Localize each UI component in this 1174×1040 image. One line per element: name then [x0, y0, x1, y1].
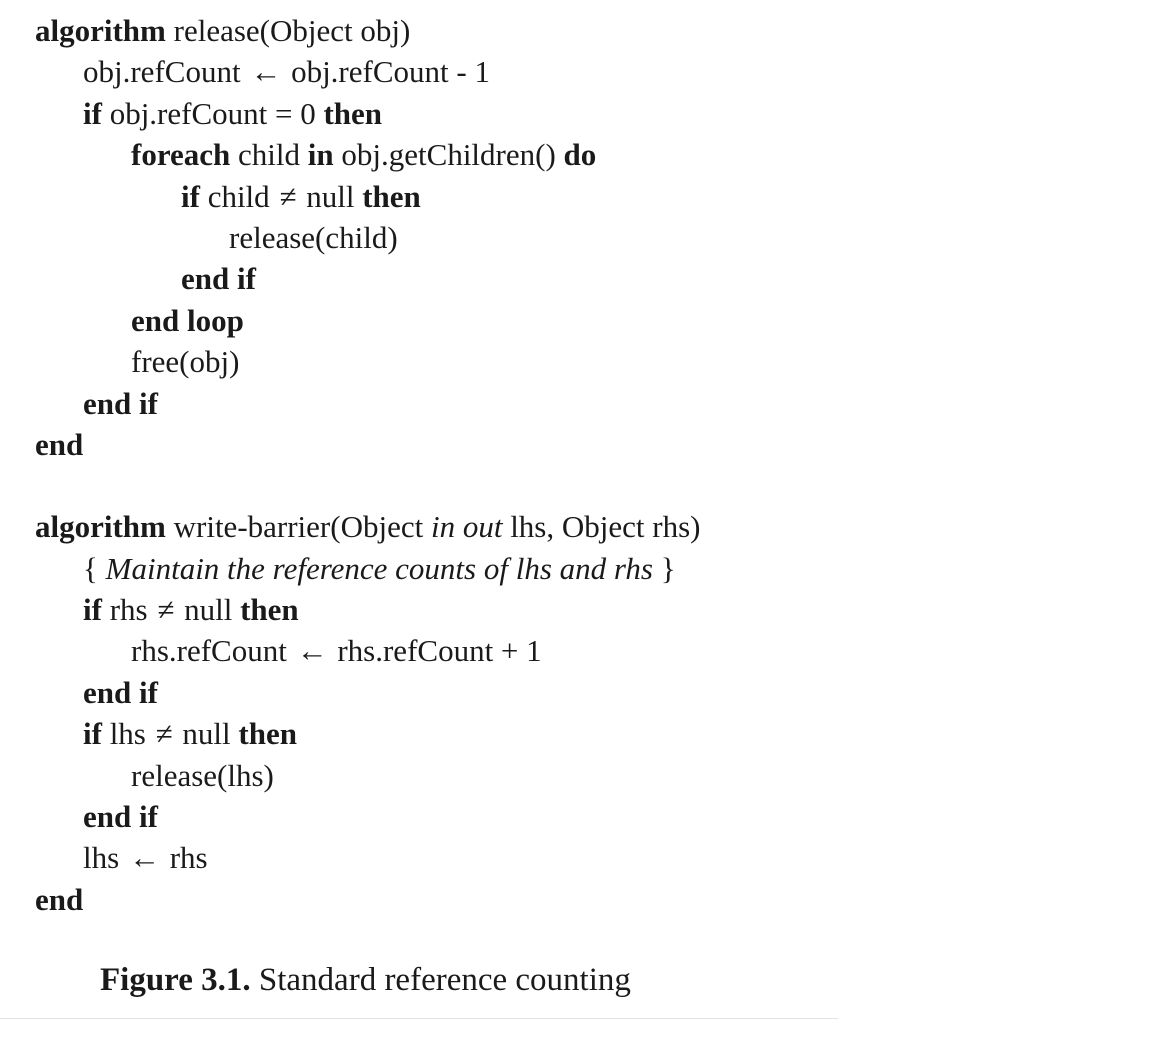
function-call: free(obj) [131, 344, 240, 380]
code-line [35, 383, 1135, 424]
condition: obj.refCount = 0 [109, 95, 316, 131]
keyword-if: if [83, 716, 102, 752]
pseudocode-listing [35, 10, 1135, 920]
keyword-if: if [83, 592, 102, 628]
keyword-end-if: end if [83, 674, 158, 710]
condition-left: rhs [109, 592, 148, 628]
keyword-in: in [307, 137, 334, 173]
keyword-end: end [35, 426, 84, 462]
code-line [35, 134, 1135, 175]
code-comment [35, 548, 1135, 589]
keyword-end: end [35, 881, 84, 917]
keyword-end-if: end if [83, 385, 158, 421]
assign-value: rhs.refCount + 1 [337, 633, 542, 669]
keyword-then: then [240, 592, 299, 628]
algorithm-name: write-barrier(Object [173, 509, 424, 545]
algorithm-header [35, 506, 1135, 547]
condition-left: child [207, 178, 270, 214]
condition-left: lhs [109, 716, 146, 752]
keyword-foreach: foreach [131, 137, 231, 173]
keyword-if: if [181, 178, 200, 214]
keyword-end-loop: end loop [131, 302, 244, 338]
assign-arrow: ← [128, 840, 160, 876]
algorithm-params: lhs, Object rhs) [510, 509, 701, 545]
assign-arrow: ← [250, 54, 282, 90]
bottom-divider [0, 1018, 838, 1019]
keyword-algorithm: algorithm [35, 509, 166, 545]
not-equal-symbol: ≠ [155, 716, 173, 752]
keyword-end-if: end if [181, 261, 256, 297]
function-call: release(child) [229, 219, 398, 255]
condition-right: null [306, 178, 355, 214]
keyword-algorithm: algorithm [35, 13, 166, 48]
not-equal-symbol: ≠ [157, 592, 175, 628]
code-line [35, 424, 1135, 465]
keyword-then: then [238, 716, 297, 752]
figure-caption-text: Standard reference counting [258, 962, 631, 998]
code-line [35, 713, 1135, 754]
assign-arrow: ← [296, 633, 328, 669]
code-line [35, 300, 1135, 341]
parameter-modifier: in out [430, 509, 503, 545]
code-line [35, 796, 1135, 837]
keyword-then: then [323, 95, 383, 131]
assign-target: rhs.refCount [131, 633, 287, 669]
condition-right: null [184, 592, 233, 628]
comment-close-brace: } [660, 550, 676, 586]
code-line [35, 51, 1135, 92]
code-line [35, 837, 1135, 878]
comment-text: Maintain the reference counts of lhs and rhs [105, 550, 653, 586]
keyword-then: then [362, 178, 421, 214]
figure-label: Figure 3.1. [100, 962, 251, 998]
loop-variable: child [238, 137, 301, 173]
code-line [35, 879, 1135, 920]
assign-value: obj.refCount - 1 [291, 54, 490, 90]
condition-right: null [182, 716, 231, 752]
assign-target: obj.refCount [83, 54, 241, 90]
algorithm-write-barrier [35, 506, 1135, 920]
figure-caption [100, 958, 631, 1002]
algorithm-release [35, 10, 1135, 465]
algorithm-signature: release(Object obj) [173, 13, 411, 48]
code-line [35, 755, 1135, 796]
assign-value: rhs [169, 840, 208, 876]
code-line [35, 630, 1135, 671]
code-line [35, 341, 1135, 382]
code-line [35, 672, 1135, 713]
code-line [35, 258, 1135, 299]
code-line [35, 589, 1135, 630]
assign-target: lhs [83, 840, 120, 876]
keyword-if: if [83, 95, 102, 131]
keyword-do: do [563, 137, 597, 173]
not-equal-symbol: ≠ [279, 178, 297, 214]
code-line [35, 176, 1135, 217]
loop-collection: obj.getChildren() [341, 137, 556, 173]
keyword-end-if: end if [83, 799, 158, 835]
algorithm-header [35, 10, 1135, 51]
code-line [35, 93, 1135, 134]
code-line [35, 217, 1135, 258]
function-call: release(lhs) [131, 757, 274, 793]
comment-open-brace: { [83, 550, 98, 586]
